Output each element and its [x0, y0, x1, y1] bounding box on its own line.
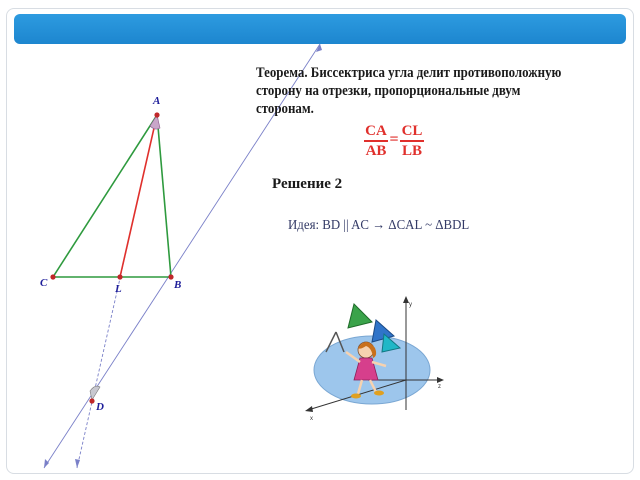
fraction-left-numerator: CA: [364, 122, 388, 142]
fraction-left: [364, 122, 388, 160]
point-b: [168, 274, 173, 279]
label-l: L: [115, 283, 122, 295]
side-ab: [157, 115, 171, 277]
axis-label-y: y: [409, 302, 412, 308]
label-c: C: [40, 277, 48, 289]
label-d: D: [96, 401, 104, 413]
point-c: [50, 274, 55, 279]
axis-label-z: z: [438, 384, 441, 390]
fraction-left-denominator: AB: [365, 143, 387, 159]
side-ac: [53, 115, 157, 277]
label-a: A: [153, 95, 161, 107]
idea-text: Идея: BD || AC → ΔCAL ~ ΔBDL: [288, 218, 470, 233]
axis-horizontal-arrow: [437, 377, 444, 383]
green-triangle-ruler: [348, 304, 372, 328]
girl-shoe-right: [374, 391, 384, 396]
fraction-right-numerator: CL: [400, 122, 424, 142]
theorem-text: Теорема. Биссектриса угла делит противоположную сторону на отрезки, пропорциональные двум сторонам.: [256, 65, 562, 117]
girl-with-geometry-tools-illustration: [296, 292, 446, 424]
angle-mark-d: [90, 386, 100, 400]
label-b: B: [174, 279, 182, 291]
point-a: [154, 112, 159, 117]
axis-diagonal-arrow: [305, 406, 313, 412]
bisector-al: [120, 115, 157, 277]
arrow-head-bottom-left: [44, 459, 49, 468]
solution-title: Решение 2: [272, 176, 343, 192]
girl-shoe-left: [351, 394, 361, 399]
fraction-right: [400, 122, 424, 160]
fraction-right-denominator: LB: [401, 143, 422, 159]
point-l: [117, 274, 122, 279]
arrow-head-bottom: [75, 459, 80, 468]
equals-sign: =: [389, 131, 399, 148]
axis-label-x: x: [310, 416, 313, 422]
proportion-formula: [362, 122, 432, 162]
point-d: [89, 398, 94, 403]
